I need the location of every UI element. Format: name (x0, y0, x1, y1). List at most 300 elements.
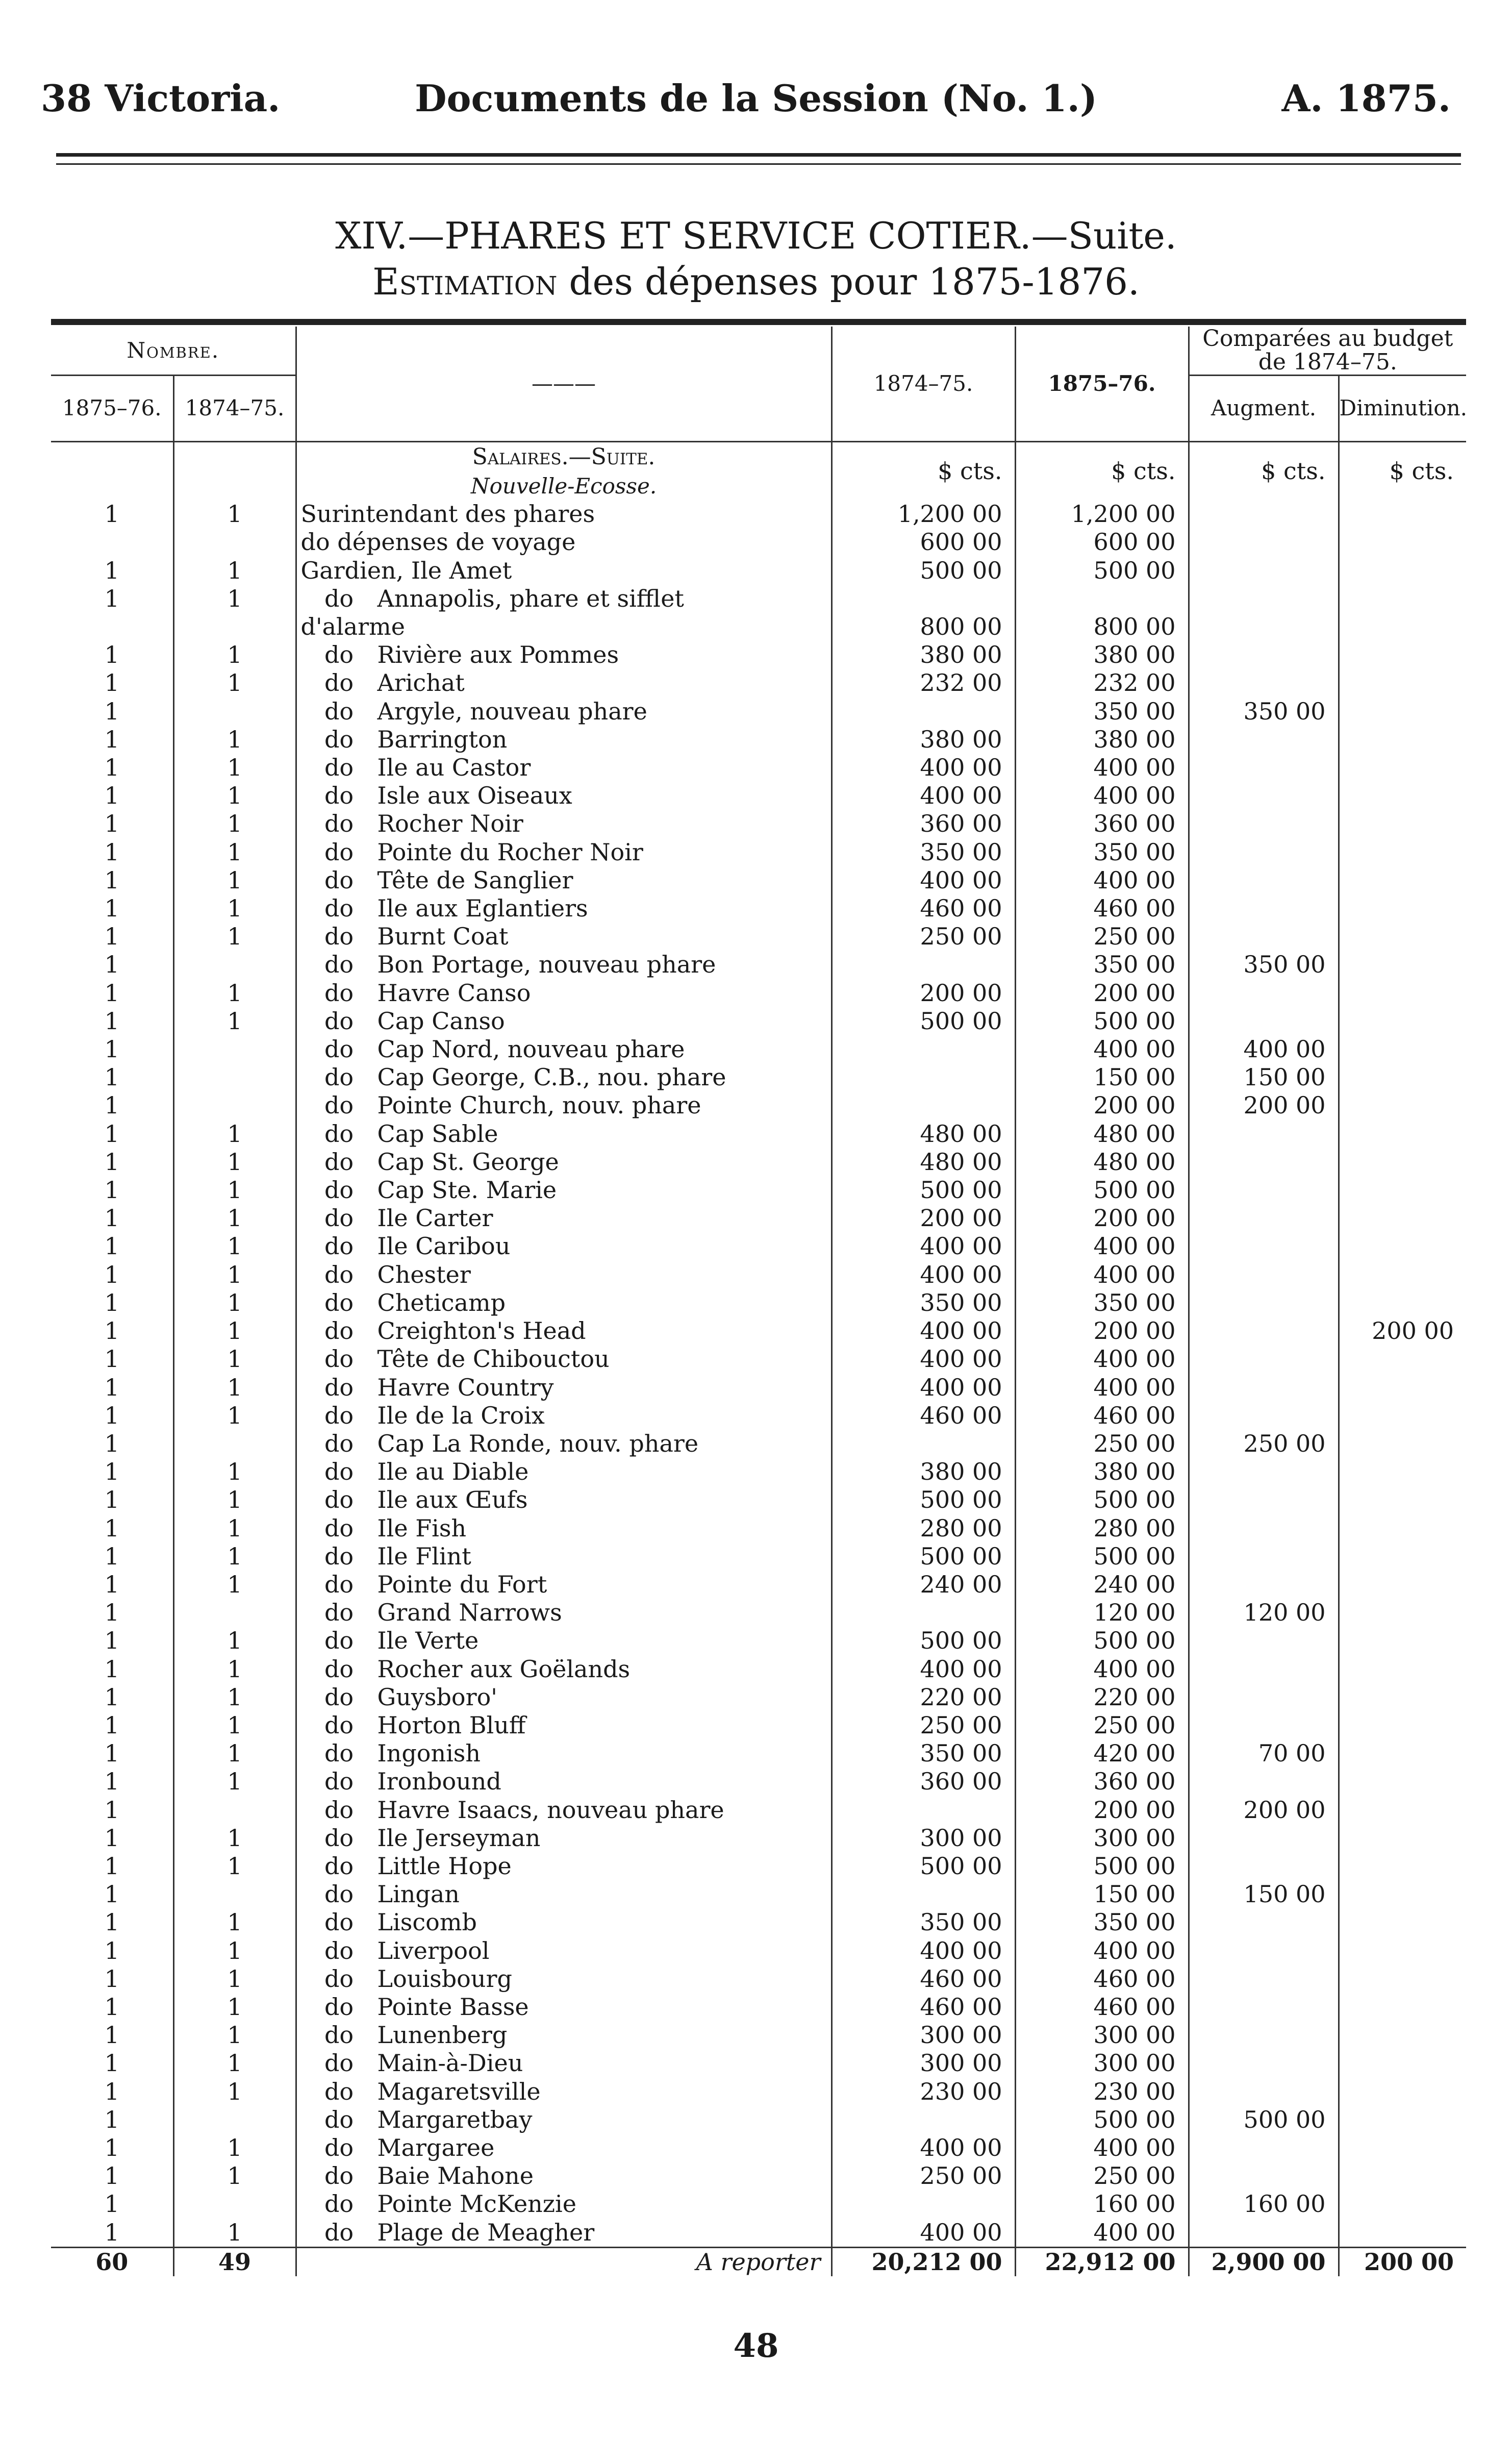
row-designation (296, 1571, 831, 1599)
row-diminution (1339, 585, 1466, 613)
table-row (51, 1063, 1466, 1091)
row-augment: 200 00 (1189, 1091, 1339, 1119)
row-count-1875-76: 1 (104, 1655, 119, 1683)
table-row (51, 2021, 1466, 2049)
row-label: Cap Canso (377, 1007, 505, 1035)
row-label: do dépenses de voyage (300, 528, 576, 556)
row-designation (296, 669, 831, 697)
ditto-mark: do (324, 1570, 354, 1598)
ditto-mark: do (324, 810, 354, 838)
table-row (51, 641, 1466, 669)
table-row (51, 866, 1466, 894)
row-label: Isle aux Oiseaux (377, 782, 572, 810)
table-row (51, 2134, 1466, 2162)
row-count-1875-76: 1 (104, 1486, 119, 1514)
row-diminution (1339, 1430, 1466, 1458)
row-count-1874-75: 1 (173, 1374, 296, 1402)
row-amount-1874-75: 400 00 (831, 1232, 1015, 1260)
row-amount-1874-75: 1,200 00 (831, 500, 1015, 528)
ditto-mark: do (324, 697, 354, 725)
row-count-1875-76: 1 (104, 1063, 119, 1091)
section-region: Nouvelle-Ecosse. (296, 472, 831, 500)
row-designation (296, 1148, 831, 1176)
row-label: Ile Jerseyman (377, 1824, 541, 1852)
row-diminution (1339, 528, 1466, 556)
ditto-mark: do (324, 669, 354, 697)
row-augment (1189, 528, 1339, 556)
ditto-mark: do (324, 2077, 354, 2105)
row-augment (1189, 1852, 1339, 1880)
row-amount-1874-75: 400 00 (831, 754, 1015, 782)
total-1874-75: 20,212 00 (831, 2247, 1015, 2276)
row-designation (296, 1739, 831, 1768)
row-amount-1874-75: 400 00 (831, 1374, 1015, 1402)
ditto-mark: do (324, 1401, 354, 1429)
row-count-1874-75: 1 (173, 1908, 296, 1936)
row-count-1875-76: 1 (104, 1429, 119, 1457)
row-amount-1875-76: 400 00 (1015, 1232, 1189, 1260)
row-count-1874-75 (173, 1796, 296, 1824)
row-count-1875-76: 1 (104, 2077, 119, 2105)
row-amount-1875-76: 380 00 (1015, 641, 1189, 669)
row-designation (296, 1880, 831, 1908)
row-designation (296, 1261, 831, 1289)
table-row (51, 2162, 1466, 2190)
row-diminution (1339, 1824, 1466, 1852)
row-count-1874-75: 1 (173, 2219, 296, 2248)
row-diminution (1339, 2190, 1466, 2218)
row-count-1874-75: 1 (173, 1148, 296, 1176)
row-count-1875-76: 1 (104, 979, 119, 1007)
row-amount-1874-75: 300 00 (831, 2049, 1015, 2077)
row-augment (1189, 1486, 1339, 1514)
ditto-mark: do (324, 979, 354, 1007)
row-label: Magaretsville (377, 2077, 541, 2105)
row-designation (296, 979, 831, 1007)
row-amount-1875-76: 380 00 (1015, 1458, 1189, 1486)
row-count-1874-75: 1 (173, 1261, 296, 1289)
row-label: Margaree (377, 2133, 495, 2161)
col-year-1875-76: 1875–76. (51, 375, 173, 441)
row-label: Ile au Castor (377, 754, 531, 782)
row-label: d'alarme (300, 613, 405, 641)
ditto-mark: do (324, 1429, 354, 1457)
row-diminution (1339, 1543, 1466, 1571)
row-count-1875-76: 1 (104, 1711, 119, 1739)
row-amount-1875-76: 400 00 (1015, 1035, 1189, 1063)
row-amount-1874-75: 500 00 (831, 1007, 1015, 1035)
row-count-1874-75: 1 (173, 810, 296, 838)
table-row (51, 1486, 1466, 1514)
row-designation (296, 2106, 831, 2134)
table-body (51, 500, 1466, 2247)
row-count-1875-76: 1 (104, 1458, 119, 1486)
page-subtitle (0, 260, 1512, 303)
row-designation (296, 951, 831, 979)
ditto-mark: do (324, 1964, 354, 1993)
row-diminution (1339, 1402, 1466, 1430)
total-diminution: 200 00 (1339, 2247, 1466, 2276)
row-diminution (1339, 1063, 1466, 1091)
row-designation (296, 2078, 831, 2106)
row-designation (296, 1683, 831, 1711)
table-row (51, 1768, 1466, 1796)
ditto-mark: do (324, 1627, 354, 1655)
row-augment (1189, 1176, 1339, 1204)
ditto-mark: do (324, 1148, 354, 1176)
row-diminution (1339, 613, 1466, 641)
row-label: Ile Verte (377, 1627, 479, 1655)
row-label: Havre Canso (377, 979, 531, 1007)
ditto-mark: do (324, 1317, 354, 1345)
subtitle-estimation: Estimation (372, 260, 558, 303)
row-designation (296, 1486, 831, 1514)
ditto-mark: do (324, 2190, 354, 2218)
table-row (51, 1599, 1466, 1627)
row-amount-1874-75: 400 00 (831, 2134, 1015, 2162)
row-count-1875-76: 1 (104, 2162, 119, 2190)
row-count-1874-75 (173, 528, 296, 556)
row-designation (296, 810, 831, 838)
row-count-1875-76: 1 (104, 2133, 119, 2161)
row-amount-1875-76: 200 00 (1015, 979, 1189, 1007)
row-augment (1189, 1317, 1339, 1345)
row-amount-1874-75 (831, 1091, 1015, 1119)
row-amount-1875-76: 250 00 (1015, 1430, 1189, 1458)
row-diminution (1339, 951, 1466, 979)
row-count-1875-76: 1 (104, 1993, 119, 2021)
row-designation (296, 1402, 831, 1430)
row-count-1875-76: 1 (104, 697, 119, 725)
table-row (51, 923, 1466, 951)
row-amount-1874-75: 400 00 (831, 1345, 1015, 1373)
ditto-mark: do (324, 2105, 354, 2133)
row-diminution (1339, 2134, 1466, 2162)
ditto-mark: do (324, 1655, 354, 1683)
row-diminution (1339, 754, 1466, 782)
row-label: Ile aux Œufs (377, 1486, 528, 1514)
row-augment: 400 00 (1189, 1035, 1339, 1063)
table-row (51, 1007, 1466, 1035)
row-count-1874-75: 1 (173, 1232, 296, 1260)
row-amount-1874-75 (831, 2190, 1015, 2218)
row-diminution (1339, 1007, 1466, 1035)
row-count-1874-75 (173, 1035, 296, 1063)
row-augment: 120 00 (1189, 1599, 1339, 1627)
row-augment (1189, 1627, 1339, 1655)
ditto-mark: do (324, 1711, 354, 1739)
row-designation (296, 1204, 831, 1232)
row-label: Lingan (377, 1880, 460, 1908)
row-augment: 160 00 (1189, 2190, 1339, 2218)
row-label: Ile Caribou (377, 1232, 511, 1260)
ditto-mark: do (324, 1119, 354, 1148)
row-diminution (1339, 1204, 1466, 1232)
row-amount-1875-76: 400 00 (1015, 2134, 1189, 2162)
row-count-1874-75: 1 (173, 1345, 296, 1373)
row-amount-1874-75: 360 00 (831, 810, 1015, 838)
row-diminution (1339, 1711, 1466, 1739)
table-row (51, 1711, 1466, 1739)
row-augment (1189, 782, 1339, 810)
row-diminution (1339, 1908, 1466, 1936)
col-1874-75: 1874–75. (831, 327, 1015, 441)
row-amount-1875-76: 800 00 (1015, 613, 1189, 641)
row-designation (296, 1035, 831, 1063)
row-augment (1189, 500, 1339, 528)
row-designation (296, 613, 831, 641)
row-count-1874-75: 1 (173, 754, 296, 782)
row-amount-1874-75 (831, 1599, 1015, 1627)
row-diminution (1339, 782, 1466, 810)
total-n2: 49 (173, 2247, 296, 2276)
row-amount-1874-75: 800 00 (831, 613, 1015, 641)
row-augment (1189, 726, 1339, 754)
table-row (51, 2190, 1466, 2218)
row-amount-1875-76: 300 00 (1015, 2021, 1189, 2049)
row-count-1875-76: 1 (104, 951, 119, 979)
row-amount-1874-75: 460 00 (831, 1965, 1015, 1993)
row-diminution (1339, 698, 1466, 726)
ditto-mark: do (324, 1739, 354, 1768)
row-amount-1875-76: 250 00 (1015, 923, 1189, 951)
row-augment (1189, 894, 1339, 923)
row-count-1874-75 (173, 1430, 296, 1458)
row-count-1875-76: 1 (104, 1148, 119, 1176)
row-count-1874-75: 1 (173, 1007, 296, 1035)
row-count-1874-75: 1 (173, 894, 296, 923)
row-diminution (1339, 2021, 1466, 2049)
row-count-1874-75: 1 (173, 2134, 296, 2162)
row-count-1875-76: 1 (104, 754, 119, 782)
row-designation (296, 2162, 831, 2190)
row-designation (296, 782, 831, 810)
ditto-mark: do (324, 754, 354, 782)
row-amount-1875-76: 300 00 (1015, 2049, 1189, 2077)
table-row (51, 1204, 1466, 1232)
table-row (51, 1571, 1466, 1599)
table-row (51, 2078, 1466, 2106)
row-diminution (1339, 2049, 1466, 2077)
row-amount-1874-75: 200 00 (831, 1204, 1015, 1232)
table-row (51, 1176, 1466, 1204)
row-amount-1874-75: 300 00 (831, 2021, 1015, 2049)
ditto-mark: do (324, 1232, 354, 1260)
row-count-1874-75: 1 (173, 1824, 296, 1852)
row-label: Cap St. George (377, 1148, 559, 1176)
row-count-1875-76: 1 (104, 1542, 119, 1570)
row-amount-1875-76: 230 00 (1015, 2078, 1189, 2106)
row-designation (296, 585, 831, 613)
row-count-1874-75: 1 (173, 2049, 296, 2077)
table-row (51, 1852, 1466, 1880)
row-diminution (1339, 2078, 1466, 2106)
row-label: Main-à-Dieu (377, 2049, 523, 2077)
row-count-1875-76: 1 (104, 1091, 119, 1119)
row-designation (296, 2219, 831, 2248)
table-row (51, 2106, 1466, 2134)
row-count-1875-76: 1 (104, 1768, 119, 1796)
row-diminution (1339, 1035, 1466, 1063)
row-count-1874-75: 1 (173, 1571, 296, 1599)
table-row (51, 1655, 1466, 1683)
row-count-1875-76: 1 (104, 1683, 119, 1711)
ditto-mark: do (324, 1824, 354, 1852)
table-row (51, 1880, 1466, 1908)
row-diminution (1339, 1120, 1466, 1148)
row-count-1874-75: 1 (173, 1486, 296, 1514)
row-designation (296, 1514, 831, 1543)
row-label: Louisbourg (377, 1964, 512, 1993)
row-label: Pointe du Fort (377, 1570, 547, 1598)
row-amount-1875-76: 250 00 (1015, 1711, 1189, 1739)
unit-1875-76: $ cts. (1015, 441, 1189, 500)
row-amount-1875-76: 200 00 (1015, 1091, 1189, 1119)
row-designation (296, 894, 831, 923)
row-amount-1874-75: 220 00 (831, 1683, 1015, 1711)
row-count-1875-76: 1 (104, 1824, 119, 1852)
col-designation: ——— (296, 327, 831, 441)
row-count-1874-75: 1 (173, 2021, 296, 2049)
row-amount-1874-75: 250 00 (831, 2162, 1015, 2190)
row-count-1874-75: 1 (173, 866, 296, 894)
row-augment (1189, 838, 1339, 866)
ditto-mark: do (324, 1063, 354, 1091)
row-amount-1874-75: 500 00 (831, 1627, 1015, 1655)
row-count-1875-76: 1 (104, 500, 119, 528)
table-row (51, 698, 1466, 726)
row-augment (1189, 1458, 1339, 1486)
row-amount-1875-76: 460 00 (1015, 1402, 1189, 1430)
row-augment (1189, 1514, 1339, 1543)
row-count-1875-76: 1 (104, 1317, 119, 1345)
col-diminution: Diminution. (1339, 375, 1466, 441)
row-augment: 200 00 (1189, 1796, 1339, 1824)
row-amount-1875-76: 460 00 (1015, 1993, 1189, 2021)
ditto-mark: do (324, 1683, 354, 1711)
totals-row (51, 2247, 1466, 2276)
row-designation (296, 754, 831, 782)
row-diminution (1339, 1289, 1466, 1317)
row-augment (1189, 1768, 1339, 1796)
row-diminution (1339, 557, 1466, 585)
row-count-1875-76: 1 (104, 1908, 119, 1936)
row-count-1874-75: 1 (173, 557, 296, 585)
ditto-mark: do (324, 1796, 354, 1824)
table-row (51, 1908, 1466, 1936)
row-count-1874-75: 1 (173, 2162, 296, 2190)
row-augment: 250 00 (1189, 1430, 1339, 1458)
row-count-1875-76: 1 (104, 923, 119, 951)
row-label: Ile Carter (377, 1204, 493, 1232)
ditto-mark: do (324, 1852, 354, 1880)
table-row (51, 2219, 1466, 2248)
row-diminution (1339, 1993, 1466, 2021)
row-amount-1874-75: 400 00 (831, 1261, 1015, 1289)
row-count-1875-76: 1 (104, 838, 119, 866)
row-augment (1189, 641, 1339, 669)
row-label: Tête de Sanglier (377, 866, 573, 894)
row-count-1874-75: 1 (173, 1683, 296, 1711)
row-amount-1875-76: 120 00 (1015, 1599, 1189, 1627)
table-head (51, 327, 1466, 500)
row-designation (296, 1852, 831, 1880)
ditto-mark: do (324, 1176, 354, 1204)
row-amount-1875-76: 420 00 (1015, 1739, 1189, 1768)
row-designation (296, 838, 831, 866)
row-count-1875-76: 1 (104, 1288, 119, 1316)
row-amount-1875-76: 280 00 (1015, 1514, 1189, 1543)
row-diminution (1339, 838, 1466, 866)
row-label: Gardien, Ile Amet (300, 556, 512, 584)
row-diminution (1339, 1599, 1466, 1627)
ditto-mark: do (324, 1514, 354, 1542)
row-augment (1189, 1345, 1339, 1373)
table-row (51, 528, 1466, 556)
row-amount-1874-75: 350 00 (831, 1289, 1015, 1317)
ditto-mark: do (324, 1091, 354, 1119)
row-count-1875-76: 1 (104, 1401, 119, 1429)
row-augment (1189, 2021, 1339, 2049)
row-count-1875-76: 1 (104, 1627, 119, 1655)
row-count-1875-76: 1 (104, 641, 119, 669)
ditto-mark: do (324, 584, 354, 612)
row-augment (1189, 2219, 1339, 2248)
row-label: Baie Mahone (377, 2162, 534, 2190)
row-diminution (1339, 923, 1466, 951)
ditto-mark: do (324, 951, 354, 979)
row-amount-1875-76 (1015, 585, 1189, 613)
row-count-1875-76: 1 (104, 1880, 119, 1908)
table-row (51, 1514, 1466, 1543)
row-count-1874-75: 1 (173, 1739, 296, 1768)
table-row (51, 1683, 1466, 1711)
total-n1: 60 (51, 2247, 173, 2276)
row-amount-1874-75: 500 00 (831, 1486, 1015, 1514)
row-label: Cap La Ronde, nouv. phare (377, 1429, 699, 1457)
row-designation (296, 1543, 831, 1571)
row-amount-1875-76: 400 00 (1015, 1261, 1189, 1289)
table-row (51, 1402, 1466, 1430)
row-count-1875-76: 1 (104, 2190, 119, 2218)
row-count-1874-75: 1 (173, 500, 296, 528)
row-count-1874-75: 1 (173, 979, 296, 1007)
row-amount-1875-76: 400 00 (1015, 2219, 1189, 2248)
row-diminution (1339, 669, 1466, 697)
row-amount-1874-75 (831, 698, 1015, 726)
row-amount-1875-76: 500 00 (1015, 1486, 1189, 1514)
row-designation (296, 1063, 831, 1091)
row-count-1874-75: 1 (173, 1402, 296, 1430)
ditto-mark: do (324, 1373, 354, 1401)
table-row (51, 669, 1466, 697)
ditto-mark: do (324, 2133, 354, 2161)
row-designation (296, 1289, 831, 1317)
row-amount-1875-76: 400 00 (1015, 782, 1189, 810)
row-amount-1875-76: 380 00 (1015, 726, 1189, 754)
page-header (41, 77, 1471, 122)
header-year: A. 1875. (1281, 77, 1451, 120)
row-count-1874-75: 1 (173, 1514, 296, 1543)
row-count-1874-75 (173, 698, 296, 726)
row-amount-1874-75: 380 00 (831, 641, 1015, 669)
col-nombre: Nombre. (51, 327, 296, 375)
row-amount-1875-76: 480 00 (1015, 1120, 1189, 1148)
row-diminution (1339, 726, 1466, 754)
row-count-1875-76: 1 (104, 894, 119, 923)
row-diminution (1339, 1374, 1466, 1402)
row-count-1874-75: 1 (173, 1204, 296, 1232)
